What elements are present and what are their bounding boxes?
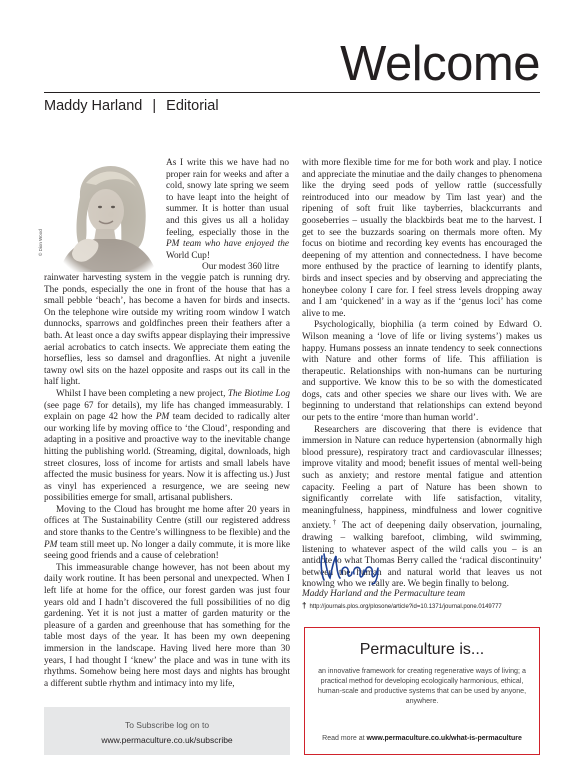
subscribe-label: To Subscribe log on to — [124, 720, 210, 730]
author-portrait — [50, 157, 161, 272]
footnote-dagger: † — [302, 601, 307, 610]
paragraph: Moving to the Cloud has brought me home after 20 years in offices at The Sustainability Centre (still our registered address and store thanks to the Centre’s willingness to be flexible) and the PM team still meet up. No longer a daily commute, it is more like seeing good friends and a cause of celebration! — [44, 504, 290, 562]
page-title: Welcome — [340, 37, 540, 91]
text-line: summer. It is hotter than usual — [166, 204, 289, 215]
paragraph: rainwater harvesting system in the veggie patch is running dry. The ponds, especially the one in front of the house that has a small pebble ‘beach’, has become a haven for birds and insects. On the telephone wire outside my writing room window I watch dunnocks, sparrows and goldfinches preen their feathers after a bath. At least once a day swifts appear displaying their impressive aerial acrobatics to catch insects. We appreciate them eating the horseflies, less so damsel and dragonflies. At night a juvenile tawny owl sits on the hazel opposite and rasps out its call in the half light. — [44, 273, 290, 388]
permaculture-box-description: an innovative framework for creating regenerative ways of living; a practical method for developing ecologically harmonious, ethical, human-scale and productive systems that can be used by anyone, anywhere. — [317, 667, 527, 705]
paragraph: Researchers are discovering that there is evidence that immersion in Nature can reduce hypertension (abnormally high blood pressure), respiratory tract and cardiovascular illnesses; improve vitality and mood; benefit issues of mental well-being such as anxiety; and restore mental fatigue and attention capacity. Feeling a part of Nature has been shown to significantly correlate with life satisfaction, vitality, meaningfulness, happiness, mindfulness and lower cognitive anxiety.† The act of deepening daily observation, journaling, drawing – walking barefoot, climbing, wild swimming, listening to whatever aspect of the wild calls you – is an antidote to what Thomas Berry called the ‘radical discontinuity’ between the human and natural world that leaves us not knowing who we really are. We begin finally to belong. — [302, 424, 542, 590]
paragraph: with more flexible time for me for both work and play. I notice and appreciate the minutiae and the daily changes to phenomena like the drying seed pods of yellow rattle (successfully reintroduced into our meadow by Tim last year) and the ripening of soft fruit like tayberries, blackcurrants and gooseberries – usually the blackbirds beat me to the harvest. I get to see the buzzards soaring on thermals more often. My focus on biotime and recording key events has encouraged the deepening of my attention and connectedness. I have become more enthused by the practice of learning to identify plants, birds and insect species and by observing and appreciating the honeybee colony I care for. I feel stress levels dropping away and I am ‘quickened’ in a way as if the ‘genus loci’ has come alive to me. — [302, 158, 542, 319]
text-line: World Cup! — [166, 250, 210, 261]
text-line: proper rain for weeks and after a — [166, 169, 289, 180]
byline-separator: | — [152, 98, 157, 114]
book-title: The Biotime Log — [227, 388, 290, 399]
signature-image — [316, 546, 386, 586]
permaculture-read-more — [305, 735, 539, 742]
editorial-right-column — [302, 158, 542, 591]
signature-caption: Maddy Harland and the Permaculture team — [302, 589, 466, 599]
photo-credit: © Dion Wood — [38, 229, 43, 256]
text-line: PM team who have enjoyed the — [166, 239, 289, 250]
subscribe-box — [44, 707, 290, 755]
text-line: and this gives us all a holiday — [166, 215, 289, 226]
paragraph: Psychologically, biophilia (a term coined by Edward O. Wilson meaning a ‘love of life or living systems’) makes us happy. Humans possess an innate tendency to seek connections with Nature and other forms of life. This affiliation is therapeutic. Relationships with non-humans can be nurturing and supportive. We know this to be so with the domesticated dogs, cats and other species we share our lives with. We are beginning to understand that relationships can extend beyond our pets to the entire ‘more than human world’. — [302, 320, 542, 424]
paragraph: Whilst I have been completing a new project, The Biotime Log (see page 67 for details), my life has changed immeasurably. I explain on page 42 how the PM team decided to radically alter our working life by moving office to ‘the Cloud’, responding and adapting in a positive and proactive way to the inevitable change hitting the publishing world. (Streaming, digital, downloads, high street closures, loss of income for artists and small labels have affected the music business for years. Now it is affecting us.) Just as vinyl has experienced a resurgence, we are seeing new possibilities emerge for small, artisanal publishers. — [44, 388, 290, 504]
footnote — [302, 601, 502, 610]
footnote-marker: † — [331, 518, 338, 527]
subscribe-link[interactable]: www.permaculture.co.uk/subscribe — [101, 735, 233, 745]
text-line: Our modest 360 litre — [202, 262, 280, 273]
text-line: As I write this we have had no — [166, 158, 289, 168]
author-portrait-image — [50, 157, 161, 272]
editorial-left-column — [44, 273, 290, 690]
intro-text-beside-photo — [166, 158, 289, 274]
footnote-link[interactable]: http://journals.plos.org/plosone/article?id=10.1371/journal.pone.0149777 — [309, 604, 502, 610]
permaculture-box-title: Permaculture is... — [359, 641, 485, 658]
read-more-label: Read more at — [322, 735, 367, 742]
permaculture-info-box — [304, 627, 540, 755]
text-line: to have leapt into the height of — [166, 192, 289, 203]
text-line: feeling, especially those in the — [166, 227, 289, 238]
text-line: cold, snowy late spring we seem — [166, 181, 289, 192]
byline — [44, 98, 219, 114]
section-name: Editorial — [166, 98, 219, 114]
paragraph: This immeasurable change however, has not been about my daily work routine. It has been personal and unexpected. When I left life at home for the office, our forest garden was just four years old and I hadn’t discovered the full possibilities of no dig gardening. Yet it is not just a matter of garden maturity or the pleasure of a garden and greenhouse that has something for the table most days of the year. It has been my own deepening immersion in the landscape. Having lived here more than 30 years, I had thought I ‘knew’ the place and was in tune with its rhythms. Somehow being here most days and nights has brought a different subtle rhythm and intimacy into my life, — [44, 562, 290, 689]
read-more-link[interactable]: www.permaculture.co.uk/what-is-permaculture — [366, 735, 522, 742]
title-divider — [44, 92, 540, 93]
signature — [316, 546, 386, 586]
author-name: Maddy Harland — [44, 98, 143, 114]
